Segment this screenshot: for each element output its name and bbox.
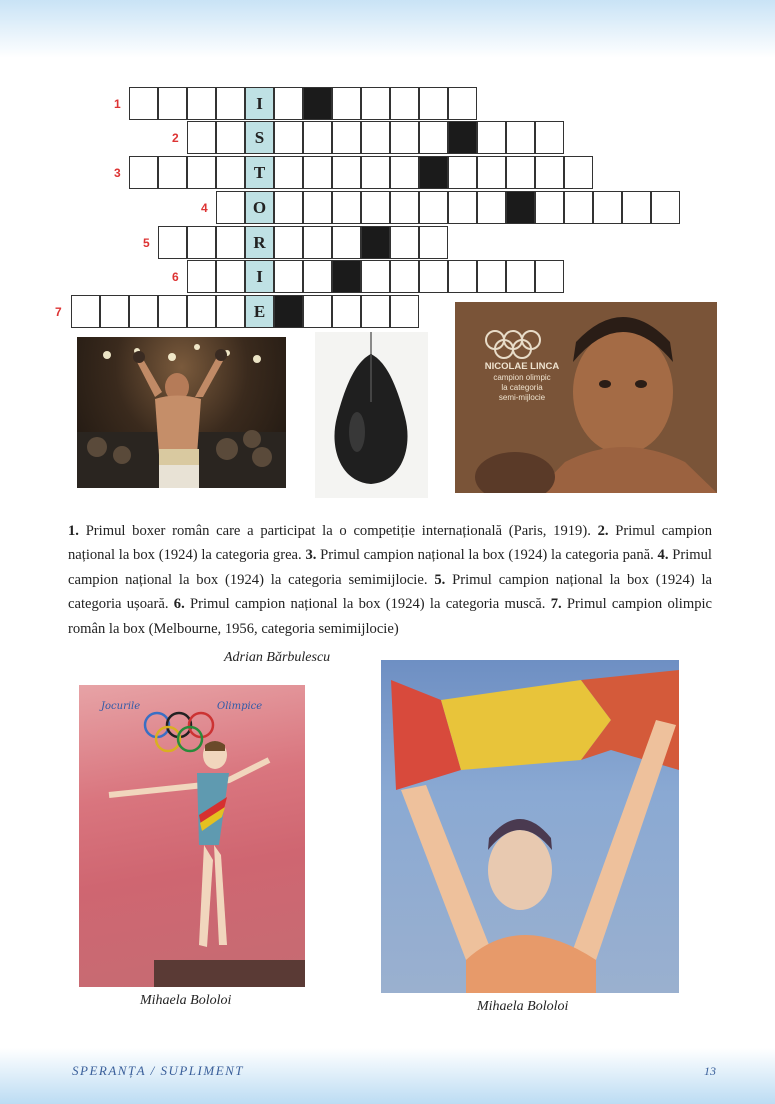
answer-cell[interactable] — [303, 156, 332, 189]
answer-cell[interactable] — [158, 87, 187, 120]
header-band — [0, 0, 775, 58]
answer-cell[interactable] — [71, 295, 100, 328]
clue-number: 1. — [68, 523, 79, 539]
crossword-clues — [68, 519, 712, 641]
poster-photo — [455, 302, 717, 493]
clue-number: 3. — [305, 547, 317, 564]
flag-drawing — [381, 660, 679, 993]
key-cell[interactable]: T — [245, 156, 274, 189]
answer-cell[interactable] — [303, 295, 332, 328]
answer-cell[interactable] — [419, 260, 448, 293]
clue-number: 4. — [657, 547, 669, 564]
clue-text: Primul campion național la box (1924) la categoria ușoară. — [68, 571, 712, 613]
key-cell[interactable]: O — [245, 191, 274, 224]
answer-cell[interactable] — [564, 156, 593, 189]
gymnast-drawing — [79, 685, 305, 987]
row-number: 1 — [114, 97, 121, 111]
answer-cell[interactable] — [303, 121, 332, 154]
answer-cell[interactable] — [216, 226, 245, 259]
page-number: 13 — [704, 1064, 716, 1078]
answer-cell[interactable] — [216, 87, 245, 120]
poster-name: NICOLAE LINCA — [484, 361, 560, 372]
black-cell — [419, 156, 448, 189]
answer-cell[interactable] — [419, 121, 448, 154]
answer-cell[interactable] — [303, 226, 332, 259]
answer-cell[interactable] — [506, 121, 535, 154]
answer-cell[interactable] — [274, 226, 303, 259]
answer-cell[interactable] — [419, 191, 448, 224]
answer-cell[interactable] — [332, 156, 361, 189]
answer-cell[interactable] — [390, 87, 419, 120]
answer-cell[interactable] — [535, 156, 564, 189]
clue-number: 7. — [550, 596, 562, 613]
answer-cell[interactable] — [187, 87, 216, 120]
answer-cell[interactable] — [535, 260, 564, 293]
answer-cell[interactable] — [216, 121, 245, 154]
answer-cell[interactable] — [332, 295, 361, 328]
answer-cell[interactable] — [129, 156, 158, 189]
drawing-caption-left: Mihaela Bololoi — [140, 993, 232, 1008]
row-number: 4 — [201, 201, 208, 215]
answer-cell[interactable] — [390, 191, 419, 224]
answer-cell[interactable] — [187, 295, 216, 328]
boxer-photo — [77, 337, 286, 488]
clue-text: Primul campion național la box (1924) la categoria grea. — [68, 523, 712, 564]
answer-cell[interactable] — [100, 295, 129, 328]
answer-cell[interactable] — [303, 260, 332, 293]
black-cell — [448, 121, 477, 154]
clue-number: 2. — [597, 523, 609, 539]
answer-cell[interactable] — [216, 295, 245, 328]
answer-cell[interactable] — [129, 87, 158, 120]
answer-cell[interactable] — [477, 191, 506, 224]
key-cell[interactable]: S — [245, 121, 274, 154]
answer-cell[interactable] — [332, 87, 361, 120]
black-cell — [361, 226, 390, 259]
answer-cell[interactable] — [187, 260, 216, 293]
answer-cell[interactable] — [506, 156, 535, 189]
drawing-text-right: Olimpice — [217, 701, 263, 712]
poster-line-3: la categoria — [501, 383, 543, 392]
answer-cell[interactable] — [535, 191, 564, 224]
black-cell — [274, 295, 303, 328]
answer-cell[interactable] — [158, 226, 187, 259]
drawing-text-left: Jocurile — [101, 701, 141, 712]
poster-line-4: semi-mijlocie — [498, 393, 546, 402]
answer-cell[interactable] — [332, 121, 361, 154]
answer-cell[interactable] — [129, 295, 158, 328]
answer-cell[interactable] — [361, 191, 390, 224]
answer-cell[interactable] — [158, 295, 187, 328]
clue-text: Primul campion național la box (1924) la categoria pană. — [320, 547, 654, 564]
answer-cell[interactable] — [361, 156, 390, 189]
answer-cell[interactable] — [274, 87, 303, 120]
clue-text: Primul campion olimpic român la box (Melbourne, 1956, categoria semimijlocie) — [68, 596, 713, 637]
answer-cell[interactable] — [332, 226, 361, 259]
answer-cell[interactable] — [564, 191, 593, 224]
clue-text: Primul campion național la box (1924) la categoria muscă. — [190, 596, 546, 613]
answer-cell[interactable] — [390, 121, 419, 154]
answer-cell[interactable] — [274, 121, 303, 154]
key-cell[interactable]: I — [245, 87, 274, 120]
answer-cell[interactable] — [448, 191, 477, 224]
answer-cell[interactable] — [535, 121, 564, 154]
black-cell — [303, 87, 332, 120]
answer-cell[interactable] — [477, 121, 506, 154]
answer-cell[interactable] — [274, 156, 303, 189]
answer-cell[interactable] — [303, 191, 332, 224]
black-cell — [332, 260, 361, 293]
clue-number: 5. — [434, 571, 446, 588]
answer-cell[interactable] — [390, 260, 419, 293]
row-number: 3 — [114, 166, 121, 180]
poster-text — [477, 360, 567, 403]
punching-bag-photo — [315, 332, 428, 498]
drawing-caption-right: Mihaela Bololoi — [477, 999, 569, 1014]
answer-cell[interactable] — [419, 226, 448, 259]
clue-number: 6. — [173, 596, 185, 613]
answer-cell[interactable] — [506, 260, 535, 293]
answer-cell[interactable] — [593, 191, 622, 224]
answer-cell[interactable] — [361, 260, 390, 293]
row-number: 5 — [143, 236, 150, 250]
key-cell[interactable]: R — [245, 226, 274, 259]
answer-cell[interactable] — [187, 121, 216, 154]
clue-text: Primul boxer român care a participat la o competiție internațională (Paris, 1919). — [85, 523, 591, 539]
answer-cell[interactable] — [187, 226, 216, 259]
answer-cell[interactable] — [274, 191, 303, 224]
answer-cell[interactable] — [361, 121, 390, 154]
row-number: 7 — [55, 305, 62, 319]
answer-cell[interactable] — [158, 156, 187, 189]
black-cell — [506, 191, 535, 224]
answer-cell[interactable] — [390, 295, 419, 328]
answer-cell[interactable] — [477, 260, 506, 293]
row-number: 6 — [172, 270, 179, 284]
clue-text: Primul campion național la box (1924) la categoria semimijlocie. — [68, 547, 712, 588]
answer-cell[interactable] — [390, 226, 419, 259]
answer-cell[interactable] — [274, 260, 303, 293]
answer-cell[interactable] — [187, 156, 216, 189]
answer-cell[interactable] — [216, 260, 245, 293]
answer-cell[interactable] — [216, 191, 245, 224]
author-name: Adrian Bărbulescu — [224, 650, 331, 665]
answer-cell[interactable] — [477, 156, 506, 189]
answer-cell[interactable] — [651, 191, 680, 224]
row-number: 2 — [172, 131, 179, 145]
key-cell[interactable]: I — [245, 260, 274, 293]
answer-cell[interactable] — [448, 87, 477, 120]
answer-cell[interactable] — [216, 156, 245, 189]
poster-line-2: campion olimpic — [493, 373, 551, 382]
answer-cell[interactable] — [622, 191, 651, 224]
answer-cell[interactable] — [361, 295, 390, 328]
answer-cell[interactable] — [448, 260, 477, 293]
answer-cell[interactable] — [390, 156, 419, 189]
key-cell[interactable]: E — [245, 295, 274, 328]
publication-name: SPERANȚA / SUPLIMENT — [72, 1063, 245, 1078]
answer-cell[interactable] — [361, 87, 390, 120]
answer-cell[interactable] — [332, 191, 361, 224]
answer-cell[interactable] — [448, 156, 477, 189]
answer-cell[interactable] — [419, 87, 448, 120]
